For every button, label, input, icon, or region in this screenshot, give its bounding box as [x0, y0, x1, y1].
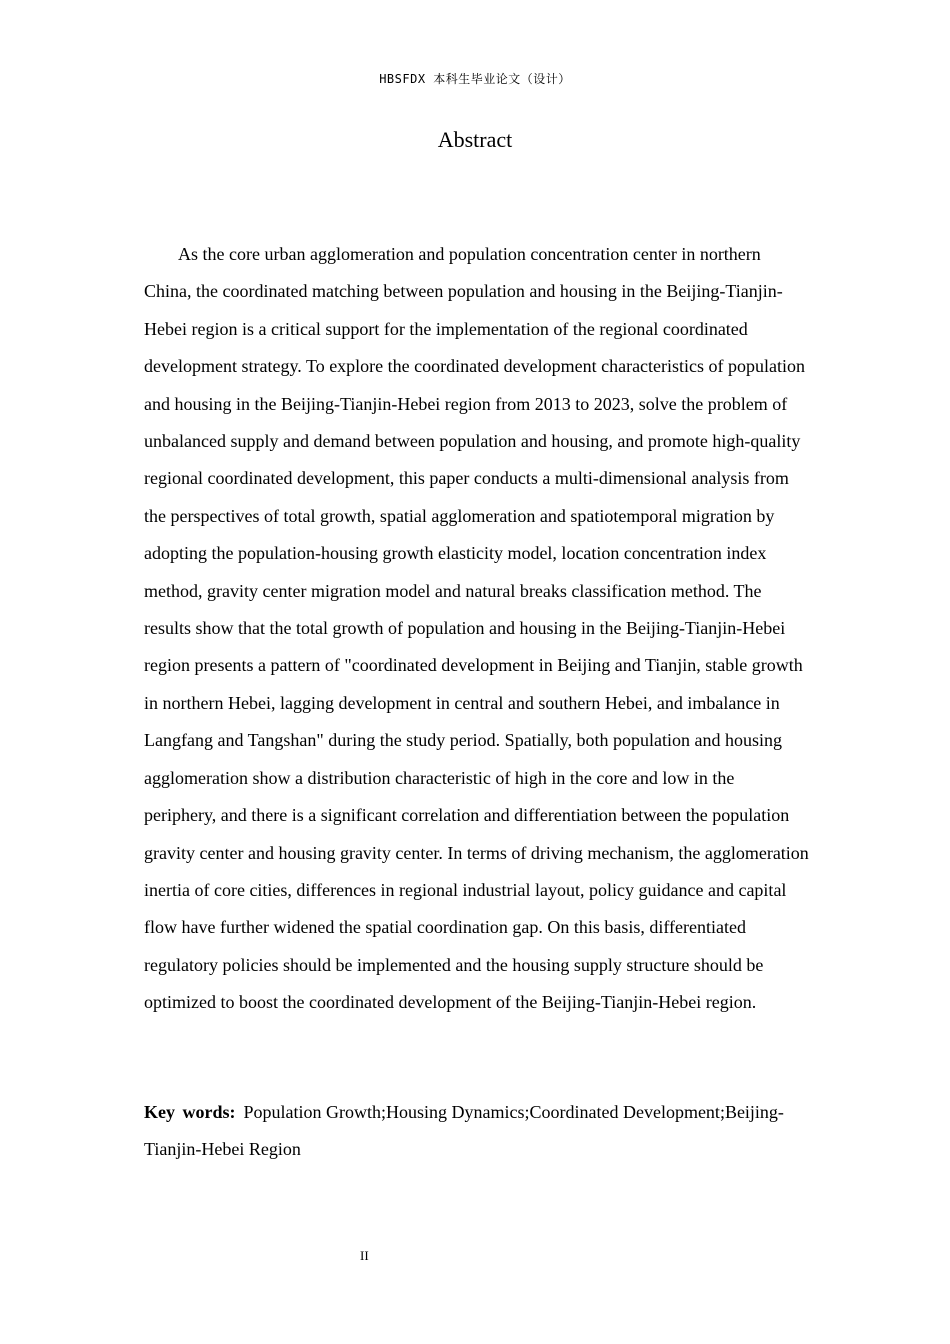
- abstract-body: As the core urban agglomeration and population concentration center in northern China, the coordinated matching between population and housing in the Beijing-Tianjin-Hebei region is a critical support for the implementation of the regional coordinated development strategy. To explore the coordinated development characteristics of population and housing in the Beijing-Tianjin-Hebei region from 2013 to 2023, solve the problem of unbalanced supply and demand between population and housing, and promote high-quality regional coordinated development, this paper conducts a multi-dimensional analysis from the perspectives of total growth, spatial agglomeration and spatiotemporal migration by adopting the population-housing growth elasticity model, location concentration index method, gravity center migration model and natural breaks classification method. The results show that the total growth of population and housing in the Beijing-Tianjin-Hebei region presents a pattern of "coordinated development in Beijing and Tianjin, stable growth in northern Hebei, lagging development in central and southern Hebei, and imbalance in Langfang and Tangshan" during the study period. Spatially, both population and housing agglomeration show a distribution characteristic of high in the core and low in the periphery, and there is a significant correlation and differentiation between the population gravity center and housing gravity center. In terms of driving mechanism, the agglomeration inertia of core cities, differences in regional industrial layout, policy guidance and capital flow have further widened the spatial coordination gap. On this basis, differentiated regulatory policies should be implemented and the housing supply structure should be optimized to boost the coordinated development of the Beijing-Tianjin-Hebei region.: [144, 244, 809, 1013]
- page-header: HBSFDX 本科生毕业论文（设计）: [379, 72, 571, 86]
- page-title: Abstract: [437, 127, 513, 152]
- keywords-text: Population Growth;Housing Dynamics;Coordinated Development;Beijing-Tianjin-Hebei Region: [144, 1102, 784, 1160]
- keywords-label: Key words:: [144, 1102, 236, 1122]
- keywords-paragraph: [144, 1094, 810, 1169]
- page-number: II: [360, 1248, 369, 1263]
